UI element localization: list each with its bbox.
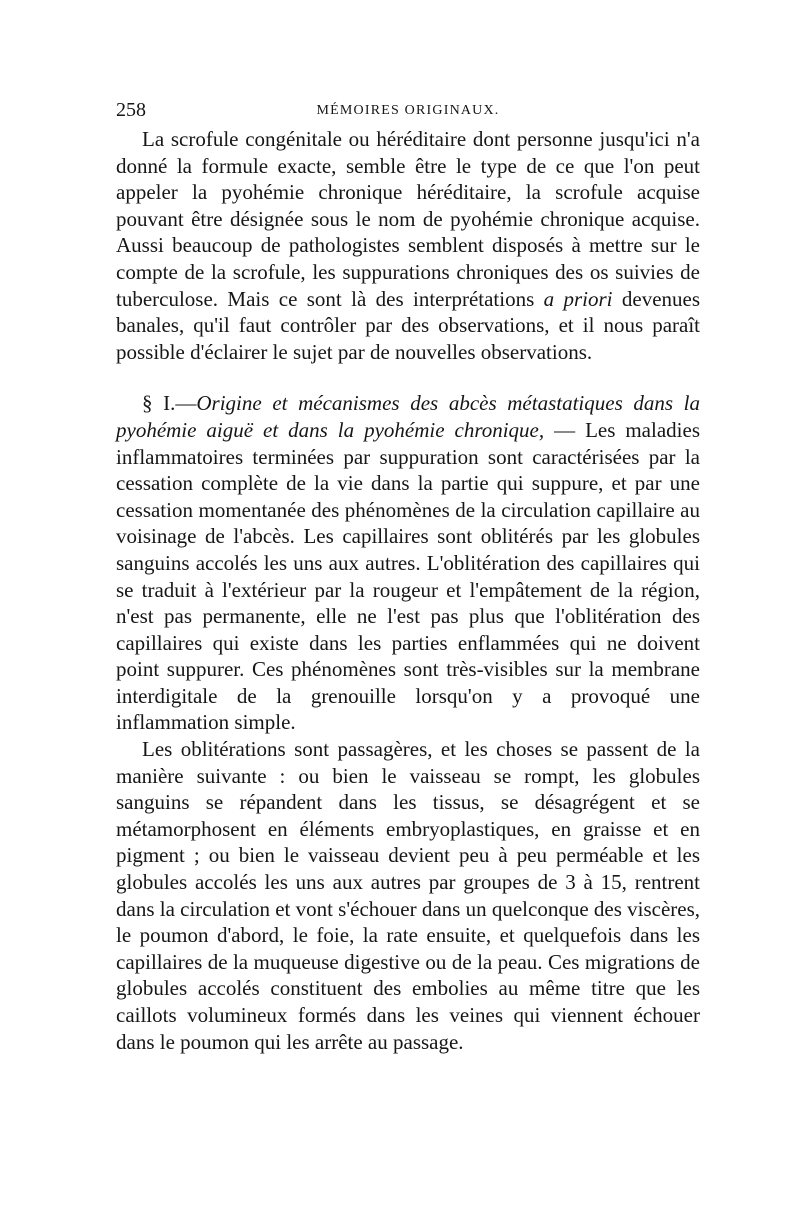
running-title: MÉMOIRES ORIGINAUX. <box>316 103 500 118</box>
section-body: — Les maladies inflammatoires terminées par suppuration sont caractérisées par la cessation complète de la vie dans la partie qui suppure, et par une cessation momentanée des phénomènes de la circulation capillaire au voisinage de l'abcès. Les capillaires sont oblitérés par les globules sanguins accolés les uns aux autres. L'oblitération des capillaires qui se traduit à l'extérieur par la rougeur et l'empâtement de la région, n'est pas permanente, elle ne l'est pas plus que l'oblitération des capillaires qui existe dans les parties enflammées qui ne doivent point suppurer. Ces phénomènes sont très-visibles sur la membrane interdigitale de la grenouille lorsqu'on y a provoqué une inflammation simple. <box>116 417 700 735</box>
a-priori-italic: a priori <box>543 286 613 311</box>
running-head <box>116 98 700 122</box>
page-number: 258 <box>116 99 146 121</box>
section-title: Origine et mécanismes des abcès métastatiques dans la pyohémie aiguë et dans la pyohémie chronique, <box>116 391 700 442</box>
section-dash: — <box>175 391 197 416</box>
paragraph-scrofule <box>116 126 700 365</box>
book-page <box>116 98 700 1055</box>
paragraph-scrofule-text-a: La scrofule congénitale ou héréditaire dont personne jusqu'ici n'a donné la formule exacte, semble être le type de ce que l'on peut appeler la pyohémie chronique héréditaire, la scrofule acquise pouvant être désignée sous le nom de pyohémie chronique acquise. Aussi beaucoup de pathologistes semblent disposés à mettre sur le compte de la scrofule, les suppurations chroniques des os suivies de tuberculose. Mais ce sont là des interprétations <box>116 127 700 311</box>
paragraph-scrofule-text-b: devenues banales, qu'il faut contrôler par des observations, et il nous paraît possible d'éclairer le sujet par de nouvelles observations. <box>116 286 701 364</box>
section-mark: § I. <box>142 391 176 416</box>
paragraph-section-one <box>116 390 700 736</box>
paragraph-obliterations <box>116 736 700 1055</box>
paragraph-obliterations-text: Les oblitérations sont passagères, et les choses se passent de la manière suivante : ou bien le vaisseau se rompt, les globules sanguins se répandent dans les tissus, se désagrégent et se métamorphosent en éléments embryoplastiques, en graisse et en pigment ; ou bien le vaisseau devient peu à peu perméable et les globules accolés les uns aux autres par groupes de 3 à 15, rentrent dans la circulation et vont s'échouer dans un quelconque des viscères, le poumon d'abord, le foie, la rate ensuite, et quelquefois dans les capillaires de la muqueuse digestive ou de la peau. Ces migrations de globules accolés constituent des embolies au même titre que les caillots volumineux formés dans les veines qui viennent échouer dans le poumon qui les arrête au passage. <box>116 737 701 1054</box>
